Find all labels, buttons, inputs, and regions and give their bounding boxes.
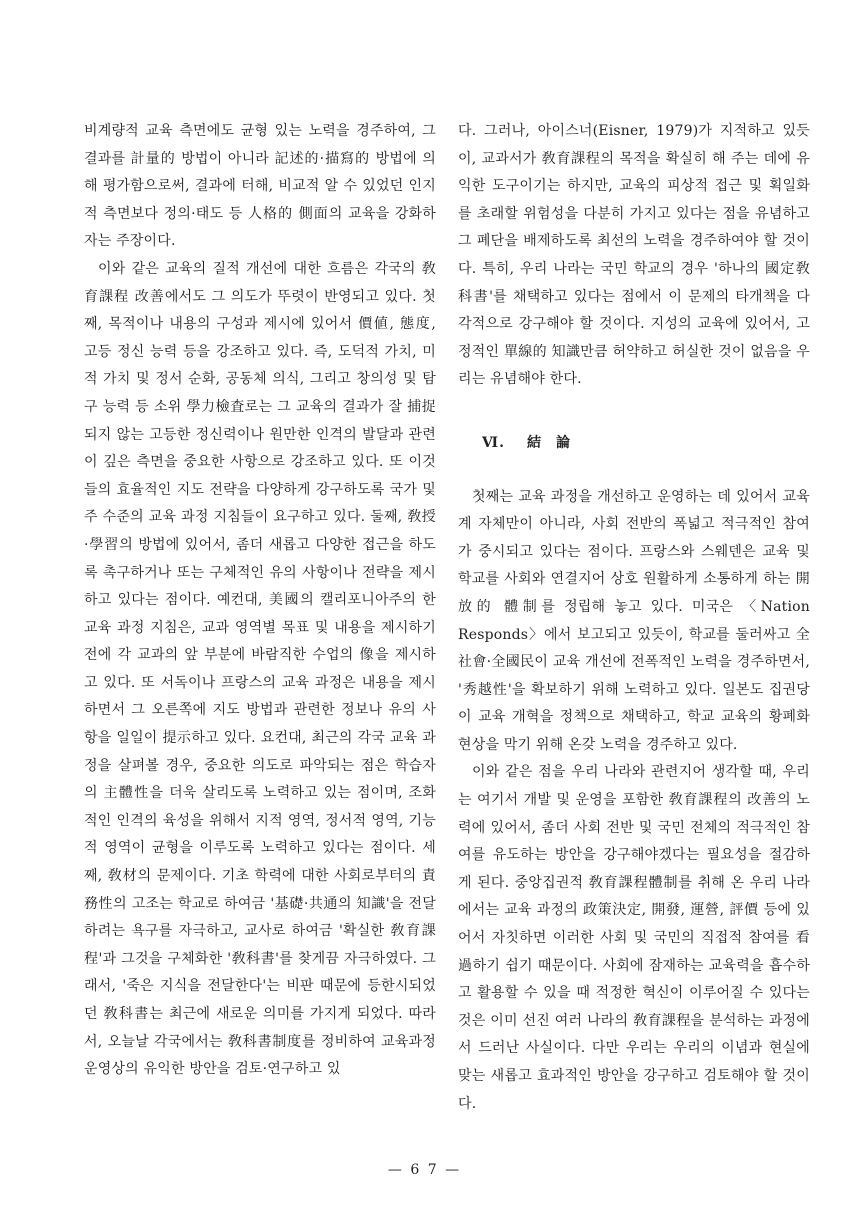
right-column <box>458 118 810 1118</box>
paragraph: 이와 같은 점을 우리 나라와 관련지어 생각할 때, 우리는 여기서 개발 및 운영을 포함한 敎育課程의 改善의 노력에 있어서, 좀더 사회 전반 및 국민 전체의 적극적인 참여를 유도하는 방안을 강구해야겠다는 필요성을 절감하게 된다. 중앙집권적 敎育課程體制를 취해 온 우리 나라에서는 교육 과정의 政策決定, 開發, 運營, 評價 등에 있어서 자칫하면 이러한 사회 및 국민의 직접적 참여를 看過하기 쉽기 때문이다. 사회에 잠재하는 교육력을 흡수하고 활용할 수 있을 때 적정한 혁신이 이루어질 수 있다는 것은 이미 선진 여러 나라의 敎育課程을 분석하는 과정에서 드러난 사실이다. 다만 우리는 우리의 이념과 현실에 맞는 새롭고 효과적인 방안을 강구하고 검토해야 할 것이다. <box>458 764 810 1112</box>
section-title-char: 論 <box>555 434 571 451</box>
page-number: — 6 7 — <box>387 1162 462 1178</box>
section-title-char: 結 <box>526 434 542 451</box>
left-column <box>84 118 436 1084</box>
paragraph: 비계량적 교육 측면에도 균형 있는 노력을 경주하여, 그 결과를 計量的 방법이 아니라 記述的·描寫的 방법에 의해 평가함으로써, 결과에 터해, 비교적 알 수 있었던 인지적 측면보다 정의·태도 등 人格的 側面의 교육을 강화하자는 주장이다. <box>84 123 436 250</box>
section-heading <box>482 430 810 458</box>
paragraph: 첫째는 교육 과정을 개선하고 운영하는 데 있어서 교육계 자체만이 아니라, 사회 전반의 폭넓고 적극적인 참여가 중시되고 있다는 점이다. 프랑스와 스웨덴은 교육 및 학교를 사회와 연결지어 상호 원활하게 소통하게 하는 開放的 體制를 정립해 놓고 있다. 미국은 〈Nation Responds〉에서 보고되고 있듯이, 학교를 둘러싸고 全社會·全國民이 교육 개선에 전폭적인 노력을 경주하면서, '秀越性'을 확보하기 위해 노력하고 있다. 일본도 집권당이 교육 개혁을 정책으로 채택하고, 학교 교육의 황폐화 현상을 막기 위해 온갖 노력을 경주하고 있다. <box>458 488 810 753</box>
paragraph: 이와 같은 교육의 질적 개선에 대한 흐름은 각국의 敎育課程 改善에서도 그 의도가 뚜렷이 반영되고 있다. 첫째, 목적이나 내용의 구성과 제시에 있어서 價値, 態度, 고등 정신 능력 등을 강조하고 있다. 즉, 도덕적 가치, 미적 가치 및 정서 순화, 공동체 의식, 그리고 창의성 및 탐구 능력 등 소위 學力檢査로는 그 교육의 결과가 잘 捕捉되지 않는 고등한 정신력이나 원만한 인격의 발달과 관련이 깊은 측면을 중요한 사항으로 강조하고 있다. 또 이것들의 효율적인 지도 전략을 다양하게 강구하도록 국가 및 주 수준의 교육 과정 지침들이 요구하고 있다. 둘째, 敎授·學習의 방법에 있어서, 좀더 새롭고 다양한 접근을 하도록 촉구하거나 또는 구체적인 유의 사항이나 전략을 제시하고 있다는 점이다. 예컨대, 美國의 캘리포니아주의 한 교육 과정 지침은, 교과 영역별 목표 및 내용을 제시하기 전에 각 교과의 앞 부분에 바람직한 수업의 像을 제시하고 있다. 또 서독이나 프랑스의 교육 과정은 내용을 제시하면서 그 오른쪽에 지도 방법과 관련한 정보나 유의 사항을 일일이 提示하고 있다. 요컨대, 최근의 각국 교육 과정을 살펴볼 경우, 중요한 의도로 파악되는 점은 학습자의 主體性을 더욱 살리도록 노력하고 있는 점이며, 조화적인 인격의 육성을 위해서 지적 영역, 정서적 영역, 기능적 영역이 균형을 이루도록 노력하고 있다는 점이다. 세째, 敎材의 문제이다. 기초 학력에 대한 사회로부터의 責務性의 고조는 학교로 하여금 '基礎·共通의 知識'을 전달하려는 욕구를 자극하고, 교사로 하여금 '확실한 敎育課程'과 그것을 구체화한 '敎科書'를 찾게끔 자극하였다. 그래서, '죽은 지식을 전달한다'는 비판 때문에 등한시되었던 敎科書는 최근에 새로운 의미를 가지게 되었다. 따라서, 오늘날 각국에서는 敎科書制度를 정비하여 교육과정 운영상의 유익한 방안을 검토·연구하고 있 <box>84 260 436 1078</box>
section-number: Ⅵ. <box>482 434 505 451</box>
paragraph: 다. 그러나, 아이스너(Eisner, 1979)가 지적하고 있듯이, 교과서가 敎育課程의 목적을 확실히 해 주는 데에 유익한 도구이기는 하지만, 교육의 피상적 접근 및 획일화를 초래할 위험성을 다분히 가지고 있다는 점을 유념하고 그 폐단을 배제하도록 최선의 노력을 경주하여야 할 것이다. 특히, 우리 나라는 국민 학교의 경우 '하나의 國定敎科書'를 채택하고 있다는 점에서 이 문제의 타개책을 다각적으로 강구해야 할 것이다. 지성의 교육에 있어서, 고정적인 單線的 知識만큼 허약하고 허실한 것이 없음을 우리는 유념해야 한다. <box>458 123 810 388</box>
